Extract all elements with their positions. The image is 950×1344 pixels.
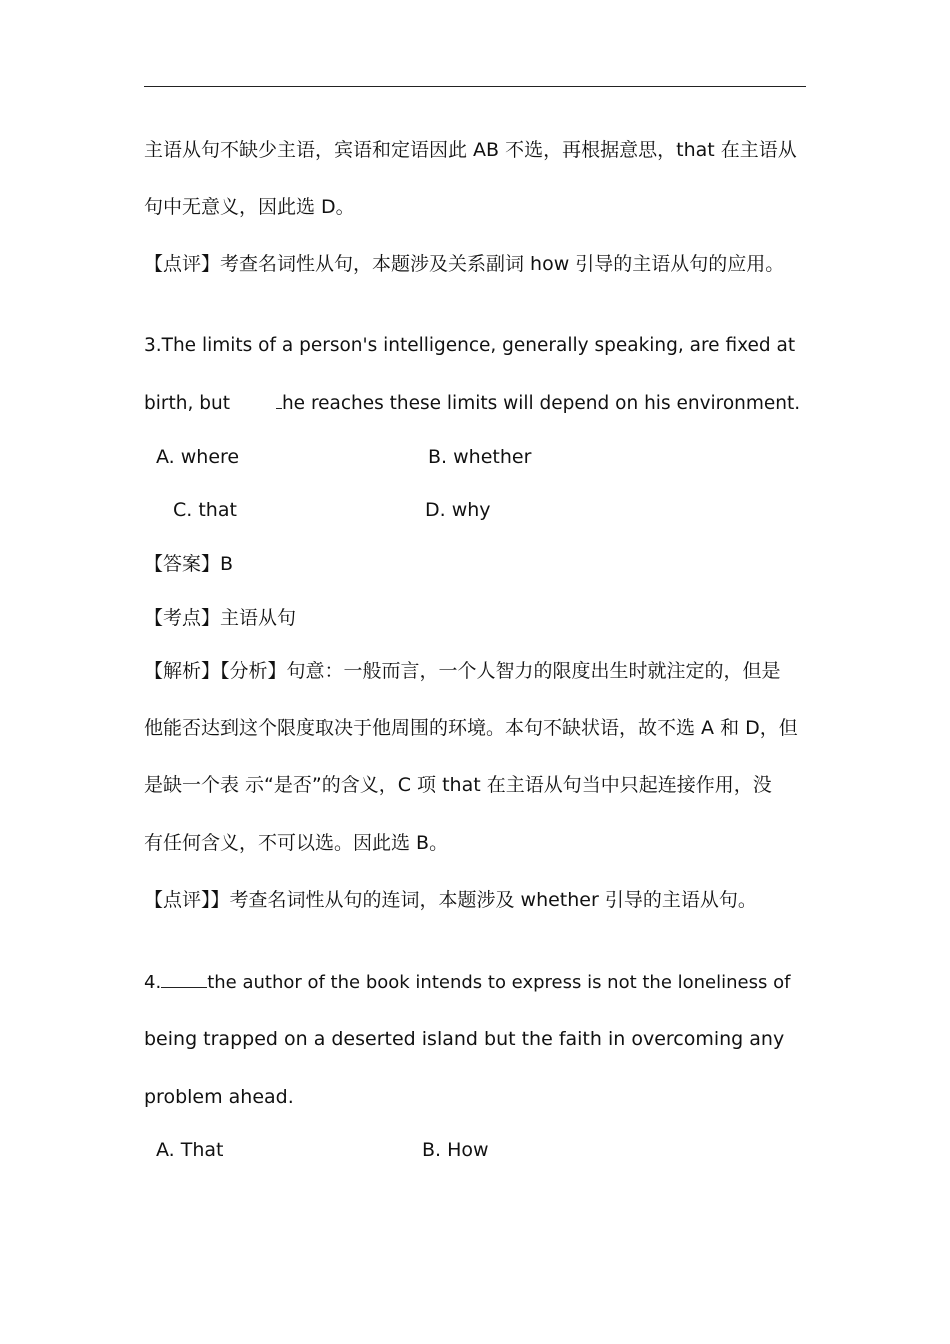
q3-analysis-line-4: 有任何含义，不可以选。因此选 B。: [144, 832, 449, 854]
q2-analysis-line-1: 主语从句不缺少主语，宾语和定语因此 AB 不选，再根据意思，that 在主语从: [144, 139, 797, 161]
q3-analysis-line-2: 他能否达到这个限度取决于他周围的环境。本句不缺状语，故不选 A 和 D，但: [144, 717, 798, 739]
q2-review: 【点评】考查名词性从句，本题涉及关系副词 how 引导的主语从句的应用。: [144, 253, 785, 275]
q3-stem-before-blank: birth, but: [144, 393, 230, 414]
q3-analysis-line-3: 是缺一个表 示“是否”的含义，C 项 that 在主语从句当中只起连接作用，没: [144, 774, 772, 796]
q4-answer-blank: [161, 969, 207, 988]
q2-analysis-line-2: 句中无意义，因此选 D。: [144, 196, 355, 218]
q3-stem-after-blank: he reaches these limits will depend on his environment.: [281, 393, 801, 414]
q3-answer: 【答案】B: [144, 553, 234, 575]
q3-option-a: A. where: [156, 446, 240, 468]
q3-analysis-line-1: 【解析】【分析】句意：一般而言，一个人智力的限度出生时就注定的，但是: [144, 660, 781, 682]
q3-option-d: D. why: [425, 499, 491, 521]
q4-option-a: A. That: [156, 1139, 224, 1161]
q3-stem-line-2: [144, 390, 800, 417]
q4-stem-line-2: being trapped on a deserted island but the faith in overcoming any: [144, 1028, 785, 1050]
q4-stem-after-blank: the author of the book intends to express is not the loneliness of: [207, 972, 791, 993]
q3-option-b: B. whether: [428, 446, 532, 468]
q4-stem-line-1: [144, 969, 790, 996]
q4-number: 4.: [144, 972, 162, 993]
q3-stem-line-1: 3.The limits of a person's intelligence, generally speaking, are fixed at: [144, 335, 796, 356]
q4-stem-line-3: problem ahead.: [144, 1086, 294, 1108]
q4-option-b: B. How: [422, 1139, 489, 1161]
q3-option-c: C. that: [173, 499, 237, 521]
q3-review: 【点评】】考查名词性从句的连词，本题涉及 whether 引导的主语从句。: [144, 889, 757, 911]
header-rule: [144, 86, 806, 87]
q3-point: 【考点】主语从句: [144, 607, 297, 629]
